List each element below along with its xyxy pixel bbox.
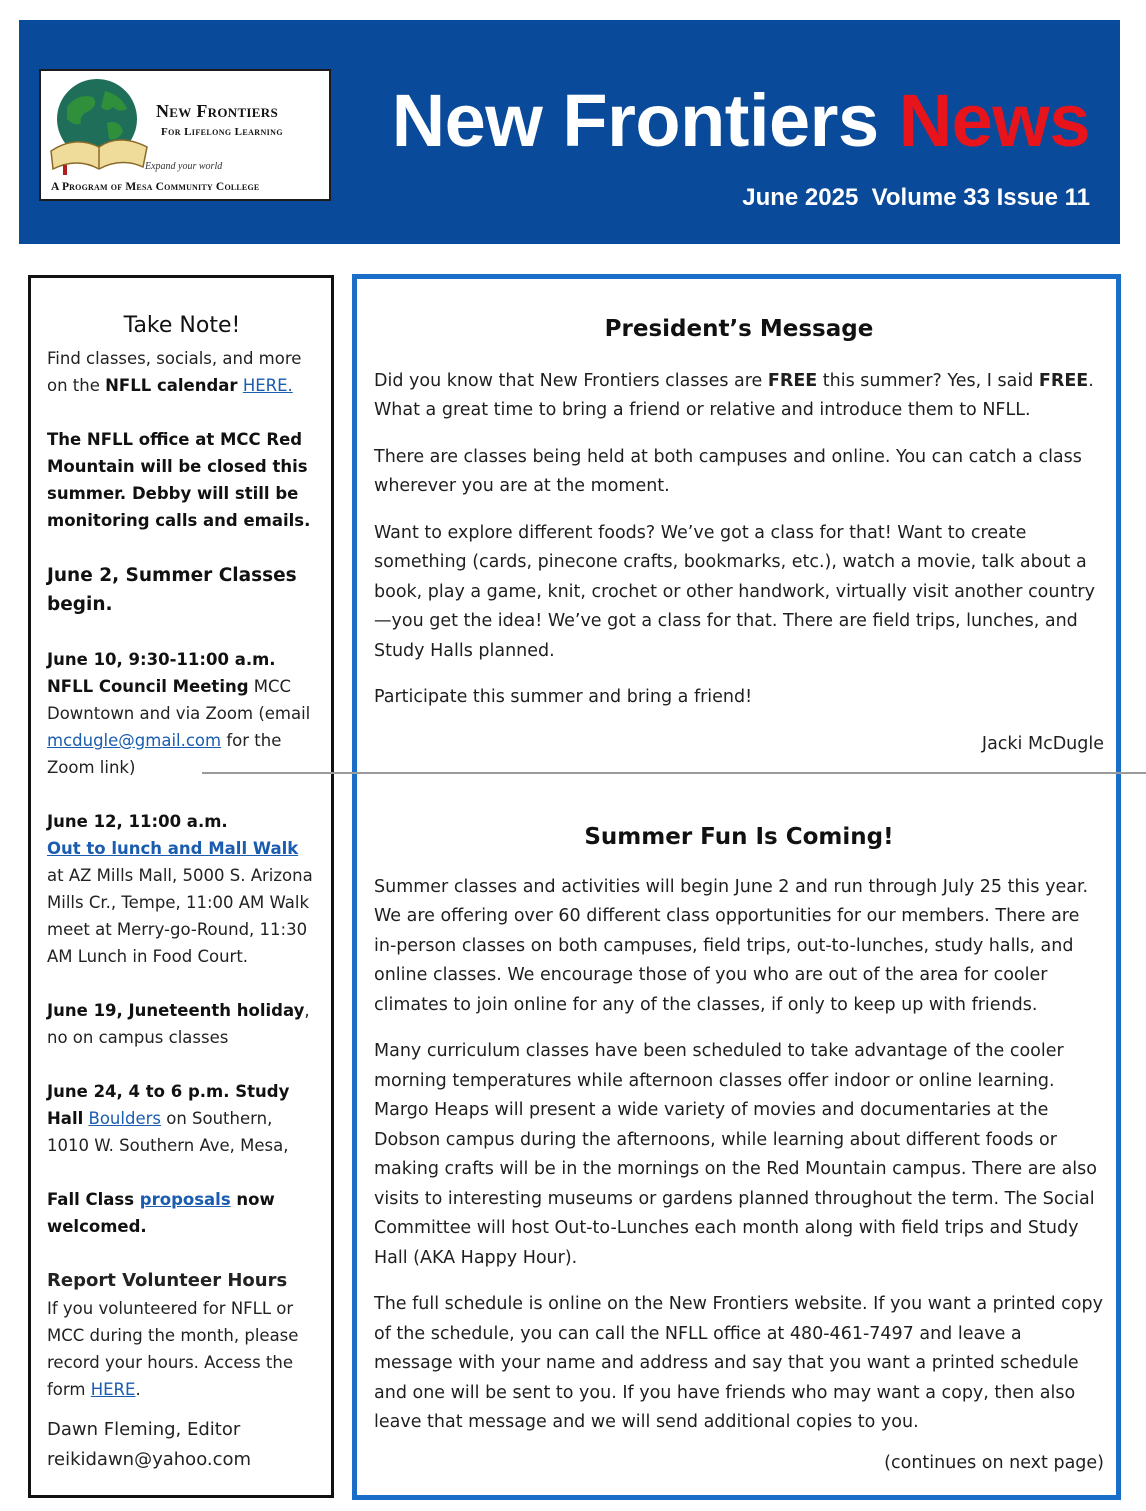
title-accent: News bbox=[898, 79, 1090, 162]
articles-column bbox=[374, 279, 1104, 1495]
newsletter-title bbox=[392, 78, 1090, 163]
volunteer-body: If you volunteered for NFLL or MCC during the month, please record your hours. Access the form bbox=[47, 1299, 299, 1399]
globe-book-icon bbox=[45, 77, 157, 177]
take-note-sidebar bbox=[28, 275, 334, 1498]
juneteenth-bold: June 19, Juneteenth holiday bbox=[47, 1001, 305, 1020]
title-main: New Frontiers bbox=[391, 79, 899, 162]
section-divider bbox=[202, 772, 1146, 774]
president-p3: Want to explore different foods? We’ve got a class for that! Want to create something (cards, pinecone crafts, bookmarks, etc.), watch a movie, talk about a book, play a game, knit, crochet or other handwork, virtually visit another country—you get the idea! We’ve got a class for that. There are field trips, lunches, and Study Halls planned. bbox=[374, 522, 1095, 661]
nfll-logo bbox=[39, 69, 331, 201]
lunch-event bbox=[47, 808, 317, 970]
proposals-link[interactable]: proposals bbox=[139, 1190, 231, 1209]
sidebar-title: Take Note! bbox=[123, 313, 241, 338]
volunteer-end: . bbox=[135, 1380, 141, 1399]
summer-begin bbox=[47, 561, 317, 619]
calendar-text: Find classes, socials, and more on the bbox=[47, 349, 302, 395]
editor-email: reikidawn@yahoo.com bbox=[47, 1449, 252, 1470]
lunch-text: at AZ Mills Mall, 5000 S. Arizona Mills Cr., Tempe, 11:00 AM Walk meet at Merry-go-Round, 11:30 AM Lunch in Food Court. bbox=[47, 866, 313, 966]
volunteer-text bbox=[47, 1295, 317, 1403]
council-when: June 10, 9:30-11:00 a.m. bbox=[47, 650, 276, 669]
council-meeting bbox=[47, 646, 317, 781]
summer-p1: Summer classes and activities will begin June 2 and run through July 25 this year. We are offering over 60 different class opportunities for our members. There are in-person classes on both campuses, field trips, out-to-lunches, study halls, and online classes. We encourage those of you who are out of the area for cooler climates to join online for any of the classes, if only to keep up with friends. bbox=[374, 876, 1089, 1015]
study-hall-text: on Southern, 1010 W. Southern Ave, Mesa, bbox=[47, 1109, 289, 1155]
president-p2: There are classes being held at both campuses and online. You can catch a class wherever you are at the moment. bbox=[374, 446, 1082, 496]
office-notice-text: The NFLL office at MCC Red Mountain will be closed this summer. Debby will still be monitoring calls and emails. bbox=[47, 430, 311, 530]
council-text: MCC Downtown and via Zoom (email bbox=[47, 677, 311, 723]
council-title: NFLL Council Meeting bbox=[47, 677, 249, 696]
lunch-when: June 12, 11:00 a.m. bbox=[47, 812, 228, 831]
president-heading: President’s Message bbox=[604, 316, 874, 342]
study-hall-when: June 24, 4 to 6 p.m. Study Hall bbox=[47, 1082, 290, 1128]
p1-a: Did you know that New Frontiers classes are bbox=[374, 370, 768, 391]
calendar-note bbox=[47, 345, 317, 399]
president-p4: Participate this summer and bring a friend! bbox=[374, 687, 753, 707]
fall-text-b: now welcomed. bbox=[47, 1190, 275, 1236]
volunteer-heading: Report Volunteer Hours bbox=[47, 1270, 288, 1291]
calendar-link[interactable]: HERE. bbox=[242, 376, 293, 395]
p1-free-1: FREE bbox=[767, 370, 818, 391]
volunteer-form-link[interactable]: HERE bbox=[90, 1380, 136, 1399]
editor-name: Dawn Fleming, Editor bbox=[47, 1419, 241, 1440]
p1-c: this summer? Yes, I said bbox=[817, 370, 1039, 391]
study-hall-event bbox=[47, 1078, 317, 1159]
logo-program: A Program of Mesa Community College bbox=[51, 181, 260, 193]
boulders-link[interactable]: Boulders bbox=[88, 1109, 161, 1128]
council-text-2: for the Zoom link) bbox=[47, 731, 282, 777]
summer-p2: Many curriculum classes have been scheduled to take advantage of the cooler morning temperatures while afternoon classes offer indoor or online learning. Margo Heaps will present a wide variety of movies and documentaries at the Dobson campus during the afternoons, while learning about different foods or making crafts will be in the mornings on the Red Mountain campus. There are also visits to interesting museums or gardens planned throughout the term. The Social Committee will host Out-to-Lunches each month along with field trips and Study Hall (AKA Happy Hour). bbox=[374, 1041, 1097, 1268]
summer-begin-text: June 2, Summer Classes begin. bbox=[47, 565, 297, 615]
president-signature: Jacki McDugle bbox=[981, 733, 1104, 754]
office-notice bbox=[47, 426, 317, 534]
logo-name: New Frontiers bbox=[156, 101, 278, 121]
logo-subtitle: For Lifelong Learning bbox=[161, 126, 283, 138]
fall-proposals bbox=[47, 1186, 317, 1240]
calendar-bold: NFLL calendar bbox=[105, 376, 238, 395]
council-email-link[interactable]: mcdugle@gmail.com bbox=[47, 731, 222, 750]
main-articles bbox=[352, 274, 1121, 1500]
continues-note: (continues on next page) bbox=[884, 1452, 1104, 1473]
p1-free-2: FREE bbox=[1038, 370, 1089, 391]
president-p1 bbox=[374, 367, 1104, 426]
juneteenth-text: , no on campus classes bbox=[47, 1001, 310, 1047]
lunch-link[interactable]: Out to lunch and Mall Walk bbox=[47, 839, 299, 858]
summer-p3: The full schedule is online on the New Frontiers website. If you want a printed copy of the schedule, you can call the NFLL office at 480-461-7497 and leave a message with your name and address and say that you want a printed schedule and one will be sent to you. If you have friends who may want a copy, then also leave that message and we will send additional copies to you. bbox=[374, 1294, 1103, 1432]
masthead-banner bbox=[19, 20, 1120, 244]
summer-heading: Summer Fun Is Coming! bbox=[584, 824, 894, 850]
fall-text-a: Fall Class bbox=[47, 1190, 140, 1209]
issue-info: June 2025 Volume 33 Issue 11 bbox=[742, 184, 1090, 211]
p1-e: . What a great time to bring a friend or relative and introduce them to NFLL. bbox=[374, 370, 1094, 420]
juneteenth-note bbox=[47, 997, 317, 1051]
logo-tagline: Expand your world bbox=[145, 161, 223, 172]
